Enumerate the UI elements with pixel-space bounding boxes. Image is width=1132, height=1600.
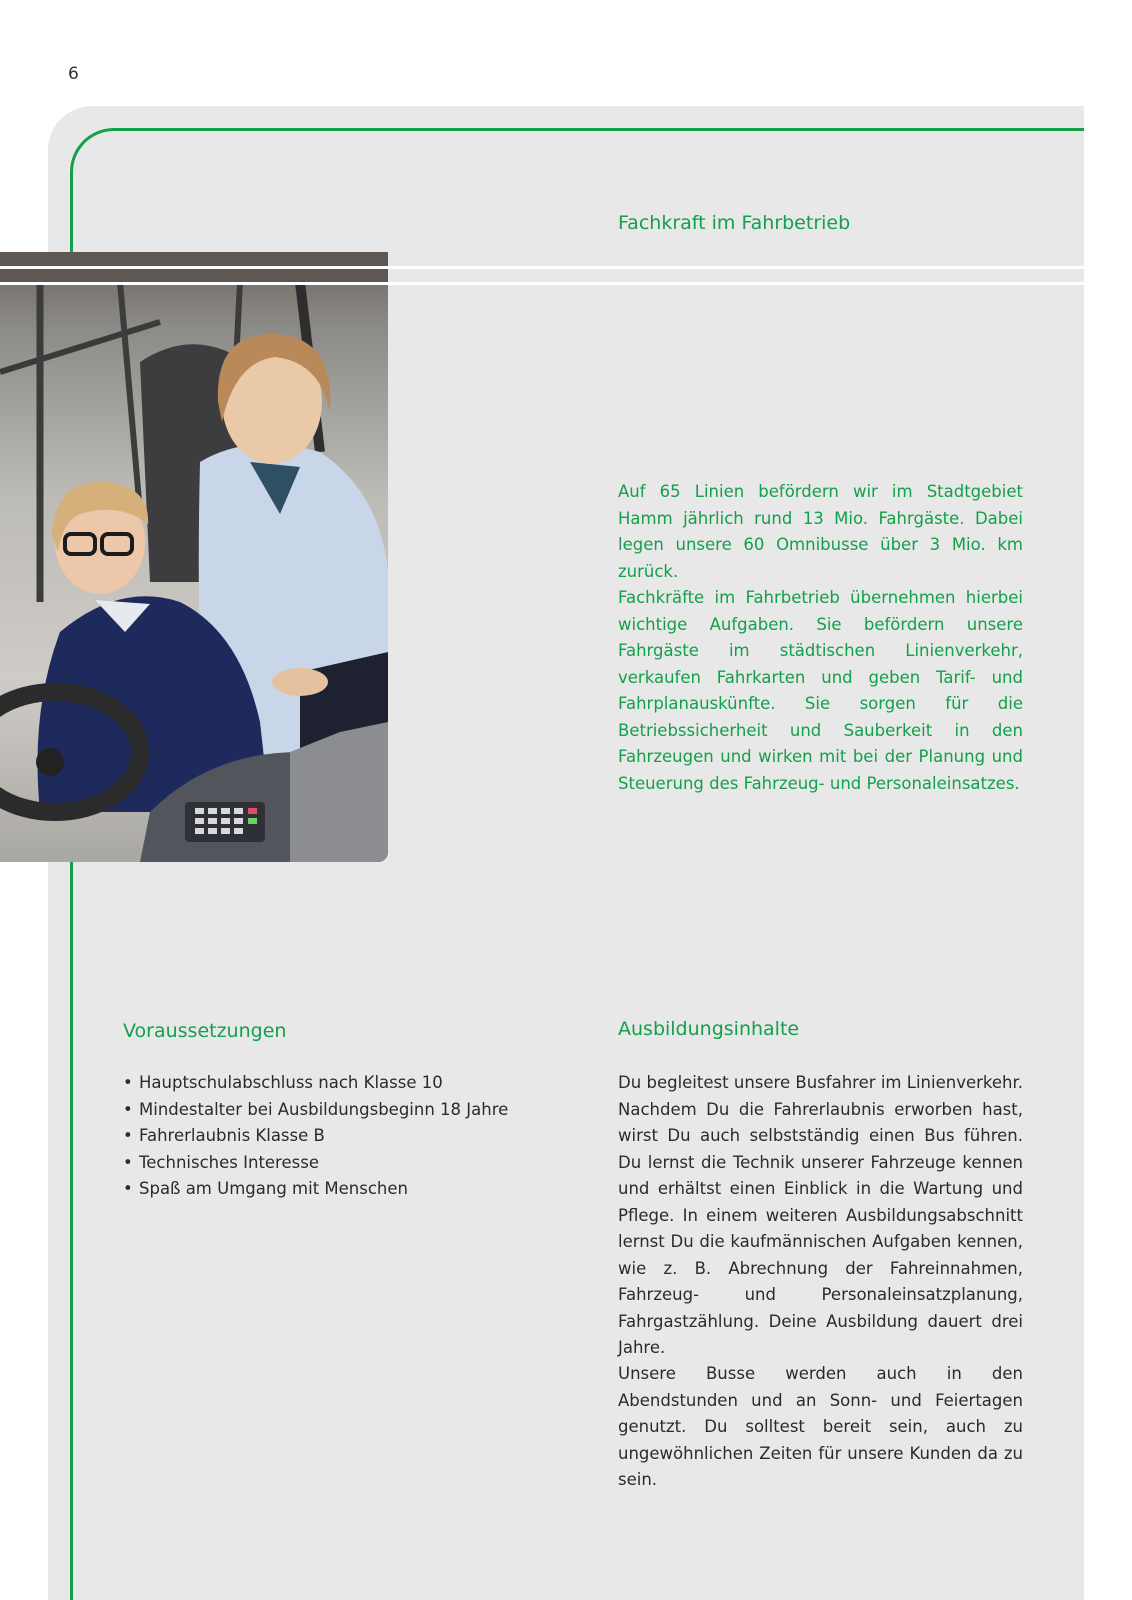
list-item: • Hauptschulabschluss nach Klasse 10 <box>123 1070 543 1097</box>
list-item: • Technisches Interesse <box>123 1150 543 1177</box>
ausbildungsinhalte-heading: Ausbildungsinhalte <box>618 1018 800 1040</box>
white-stripe <box>0 266 1084 269</box>
voraussetzungen-heading: Voraussetzungen <box>123 1020 287 1042</box>
list-item: • Fahrerlaubnis Klasse B <box>123 1123 543 1150</box>
photo-bus-drivers <box>0 252 388 862</box>
page-number: 6 <box>68 64 79 84</box>
list-item: • Mindestalter bei Ausbildungsbeginn 18 Jahre <box>123 1097 543 1124</box>
white-stripe <box>0 282 1084 285</box>
intro-paragraph: Auf 65 Linien befördern wir im Stadtgebiet Hamm jährlich rund 13 Mio. Fahrgäste. Dabei legen unsere 60 Omnibusse über 3 Mio. km zurück. <box>618 482 1023 581</box>
training-paragraph: Du begleitest unsere Busfahrer im Linienverkehr. Nachdem Du die Fahrerlaubnis erworben hast, wirst Du auch selbstständig einen Bus führen. Du lernst die Technik unserer Fahrzeuge kennen und erhältst einen Einblick in die Wartung und Pflege. In einem weiteren Ausbildungsabschnitt lernst Du die kaufmännischen Aufgaben kennen, wie z. B. Abrechnung der Fahreinnahmen, Fahrzeug- und Personaleinsatzplanung, Fahrgastzählung. Deine Ausbildung dauert drei Jahre. <box>618 1073 1023 1357</box>
page-title: Fachkraft im Fahrbetrieb <box>618 212 851 234</box>
intro-paragraph: Fachkräfte im Fahrbetrieb übernehmen hierbei wichtige Aufgaben. Sie befördern unsere Fahrgäste im städtischen Linienverkehr, verkaufen Fahrkarten und geben Tarif- und Fahrplanauskünfte. Sie sorgen für die Betriebssicherheit und Sauberkeit in den Fahrzeugen und wirken mit bei der Planung und Steuerung des Fahrzeug- und Personaleinsatzes. <box>618 588 1023 793</box>
requirements-list <box>123 1070 543 1203</box>
list-item: • Spaß am Umgang mit Menschen <box>123 1176 543 1203</box>
training-paragraph: Unsere Busse werden auch in den Abendstunden und an Sonn- und Feiertagen genutzt. Du solltest bereit sein, auch zu ungewöhnlichen Zeiten für unsere Kunden da zu sein. <box>618 1364 1023 1489</box>
